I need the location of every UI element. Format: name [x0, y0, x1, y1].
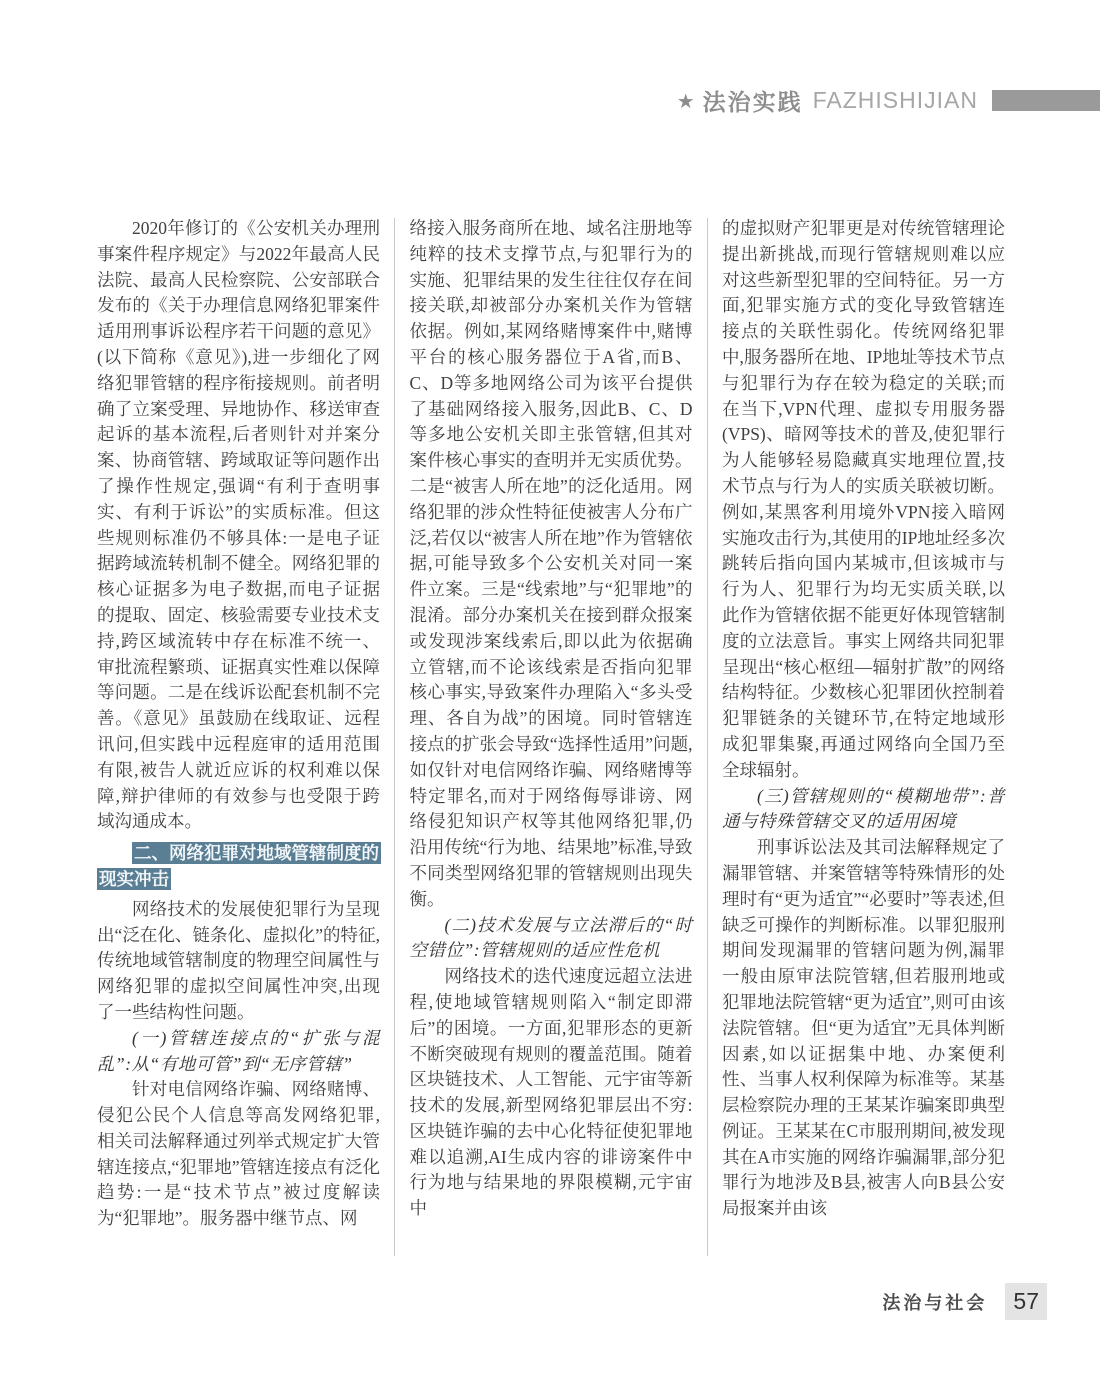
- section-title-en: FAZHISHIJIAN: [812, 87, 978, 113]
- text-column-2: [410, 216, 693, 1260]
- text-column-1: [97, 216, 380, 1260]
- section-title-cn: 法治实践: [702, 89, 803, 115]
- article-body: [97, 216, 1005, 1260]
- paragraph: 针对电信网络诈骗、网络赌博、侵犯公民个人信息等高发网络犯罪,相关司法解释通过列举式规定扩大管辖连接点,“犯罪地”管辖连接点有泛化趋势:一是“技术节点”被过度解读为“犯罪地”。服务器中继节点、网: [97, 1079, 380, 1229]
- section-heading: [97, 841, 380, 893]
- paragraph: 网络技术的迭代速度远超立法进程,使地域管辖规则陷入“制定即滞后”的困境。一方面,犯罪形态的更新不断突破现有规则的覆盖范围。随着区块链技术、人工智能、元宇宙等新技术的发展,新型网络犯罪层出不穷:区块链诈骗的去中心化特征使犯罪地难以追溯,AI生成内容的诽谤案件中行为地与结果地的界限模糊,元宇宙中: [409, 966, 693, 1219]
- page-footer: [882, 1283, 1047, 1320]
- paragraph: 刑事诉讼法及其司法解释规定了漏罪管辖、并案管辖等特殊情形的处理时有“更为适宜”“必要时”等表述,但缺乏可操作的判断标准。以罪犯服刑期间发现漏罪的管辖问题为例,漏罪一般由原审法院管辖,但若服刑地或犯罪地法院管辖“更为适宜”,则可由该法院管辖。但“更为适宜”无具体判断因素,如以证据集中地、办案便利性、当事人权利保障为标准等。某基层检察院办理的王某某诈骗案即典型例证。王某某在C市服刑期间,被发现其在A市实施的网络诈骗漏罪,部分犯罪行为地涉及B县,被害人向B县公安局报案并由该: [722, 837, 1005, 1219]
- star-icon: ★: [676, 88, 695, 113]
- journal-name: 法治与社会: [882, 1292, 988, 1313]
- column-divider: [394, 218, 395, 1256]
- text-column-3: [722, 216, 1005, 1260]
- paragraph-continuation: 络接入服务商所在地、域名注册地等纯粹的技术支撑节点,与犯罪行为的实施、犯罪结果的发生往往仅存在间接关联,却被部分办案机关作为管辖依据。例如,某网络赌博案件中,赌博平台的核心服务器位于A省,而B、C、D等多地网络公司为该平台提供了基础网络接入服务,因此B、C、D等多地公安机关即主张管辖,但其对案件核心事实的查明并无实质优势。二是“被害人所在地”的泛化适用。网络犯罪的涉众性特征使被害人分布广泛,若仅以“被害人所在地”作为管辖依据,可能导致多个公安机关对同一案件立案。三是“线索地”与“犯罪地”的混淆。部分办案机关在接到群众报案或发现涉案线索后,即以此为依据确立管辖,而不论该线索是否指向犯罪核心事实,导致案件办理陷入“多头受理、各自为战”的困境。同时管辖连接点的扩张会导致“选择性适用”问题,如仅针对电信网络诈骗、网络赌博等特定罪名,而对于网络侮辱诽谤、网络侵犯知识产权等其他网络犯罪,仍沿用传统“行为地、结果地”标准,导致不同类型网络犯罪的管辖规则出现失衡。: [409, 218, 693, 909]
- paragraph-continuation: 的虚拟财产犯罪更是对传统管辖理论提出新挑战,而现行管辖规则难以应对这些新型犯罪的空间特征。另一方面,犯罪实施方式的变化导致管辖连接点的关联性弱化。传统网络犯罪中,服务器所在地、IP地址等技术节点与犯罪行为存在较为稳定的关联;而在当下,VPN代理、虚拟专用服务器(VPS)、暗网等技术的普及,使犯罪行为人能够轻易隐藏真实地理位置,技术节点与行为人的实质关联被切断。例如,某黑客利用境外VPN接入暗网实施攻击行为,其使用的IP地址经多次跳转后指向国内某城市,但该城市与行为人、犯罪行为均无实质关联,以此作为管辖依据不能更好体现管辖制度的立法意旨。事实上网络共同犯罪呈现出“核心枢纽—辐射扩散”的网络结构特征。少数核心犯罪团伙控制着犯罪链条的关键环节,在特定地域形成犯罪集聚,再通过网络向全国乃至全球辐射。: [722, 218, 1005, 780]
- column-divider: [707, 218, 708, 1256]
- section-heading-highlight: 二、网络犯罪对地域管辖制度的现实冲击: [99, 843, 379, 889]
- paragraph: 网络技术的发展使犯罪行为呈现出“泛在化、链条化、虚拟化”的特征,传统地域管辖制度的物理空间属性与网络犯罪的虚拟空间属性冲突,出现了一些结构性问题。: [97, 898, 380, 1022]
- header-accent-bar: [992, 90, 1100, 111]
- subsection-heading: (二)技术发展与立法滞后的“时空错位”:管辖规则的适应性危机: [409, 914, 693, 961]
- page-header: [0, 84, 1100, 117]
- subsection-heading: (一)管辖连接点的“扩张与混乱”:从“有地可管”到“无序管辖”: [97, 1027, 380, 1074]
- paragraph: 2020年修订的《公安机关办理刑事案件程序规定》与2022年最高人民法院、最高人民检察院、公安部联合发布的《关于办理信息网络犯罪案件适用刑事诉讼程序若干问题的意见》(以下简称《意见》),进一步细化了网络犯罪管辖的程序衔接规则。前者明确了立案受理、异地协作、移送审查起诉的基本流程,后者则针对并案分案、协商管辖、跨域取证等问题作出了操作性规定,强调“有利于查明事实、有利于诉讼”的实质标准。但这些规则标准仍不够具体:一是电子证据跨域流转机制不健全。网络犯罪的核心证据多为电子数据,而电子证据的提取、固定、核验需要专业技术支持,跨区域流转中存在标准不统一、审批流程繁琐、证据真实性难以保障等问题。二是在线诉讼配套机制不完善。《意见》虽鼓励在线取证、远程讯问,但实践中远程庭审的适用范围有限,被告人就近应诉的权利难以保障,辩护律师的有效参与也受限于跨域沟通成本。: [97, 218, 380, 832]
- subsection-heading: (三)管辖规则的“模糊地带”:普通与特殊管辖交叉的适用困境: [722, 785, 1005, 832]
- page-number: 57: [1005, 1283, 1047, 1320]
